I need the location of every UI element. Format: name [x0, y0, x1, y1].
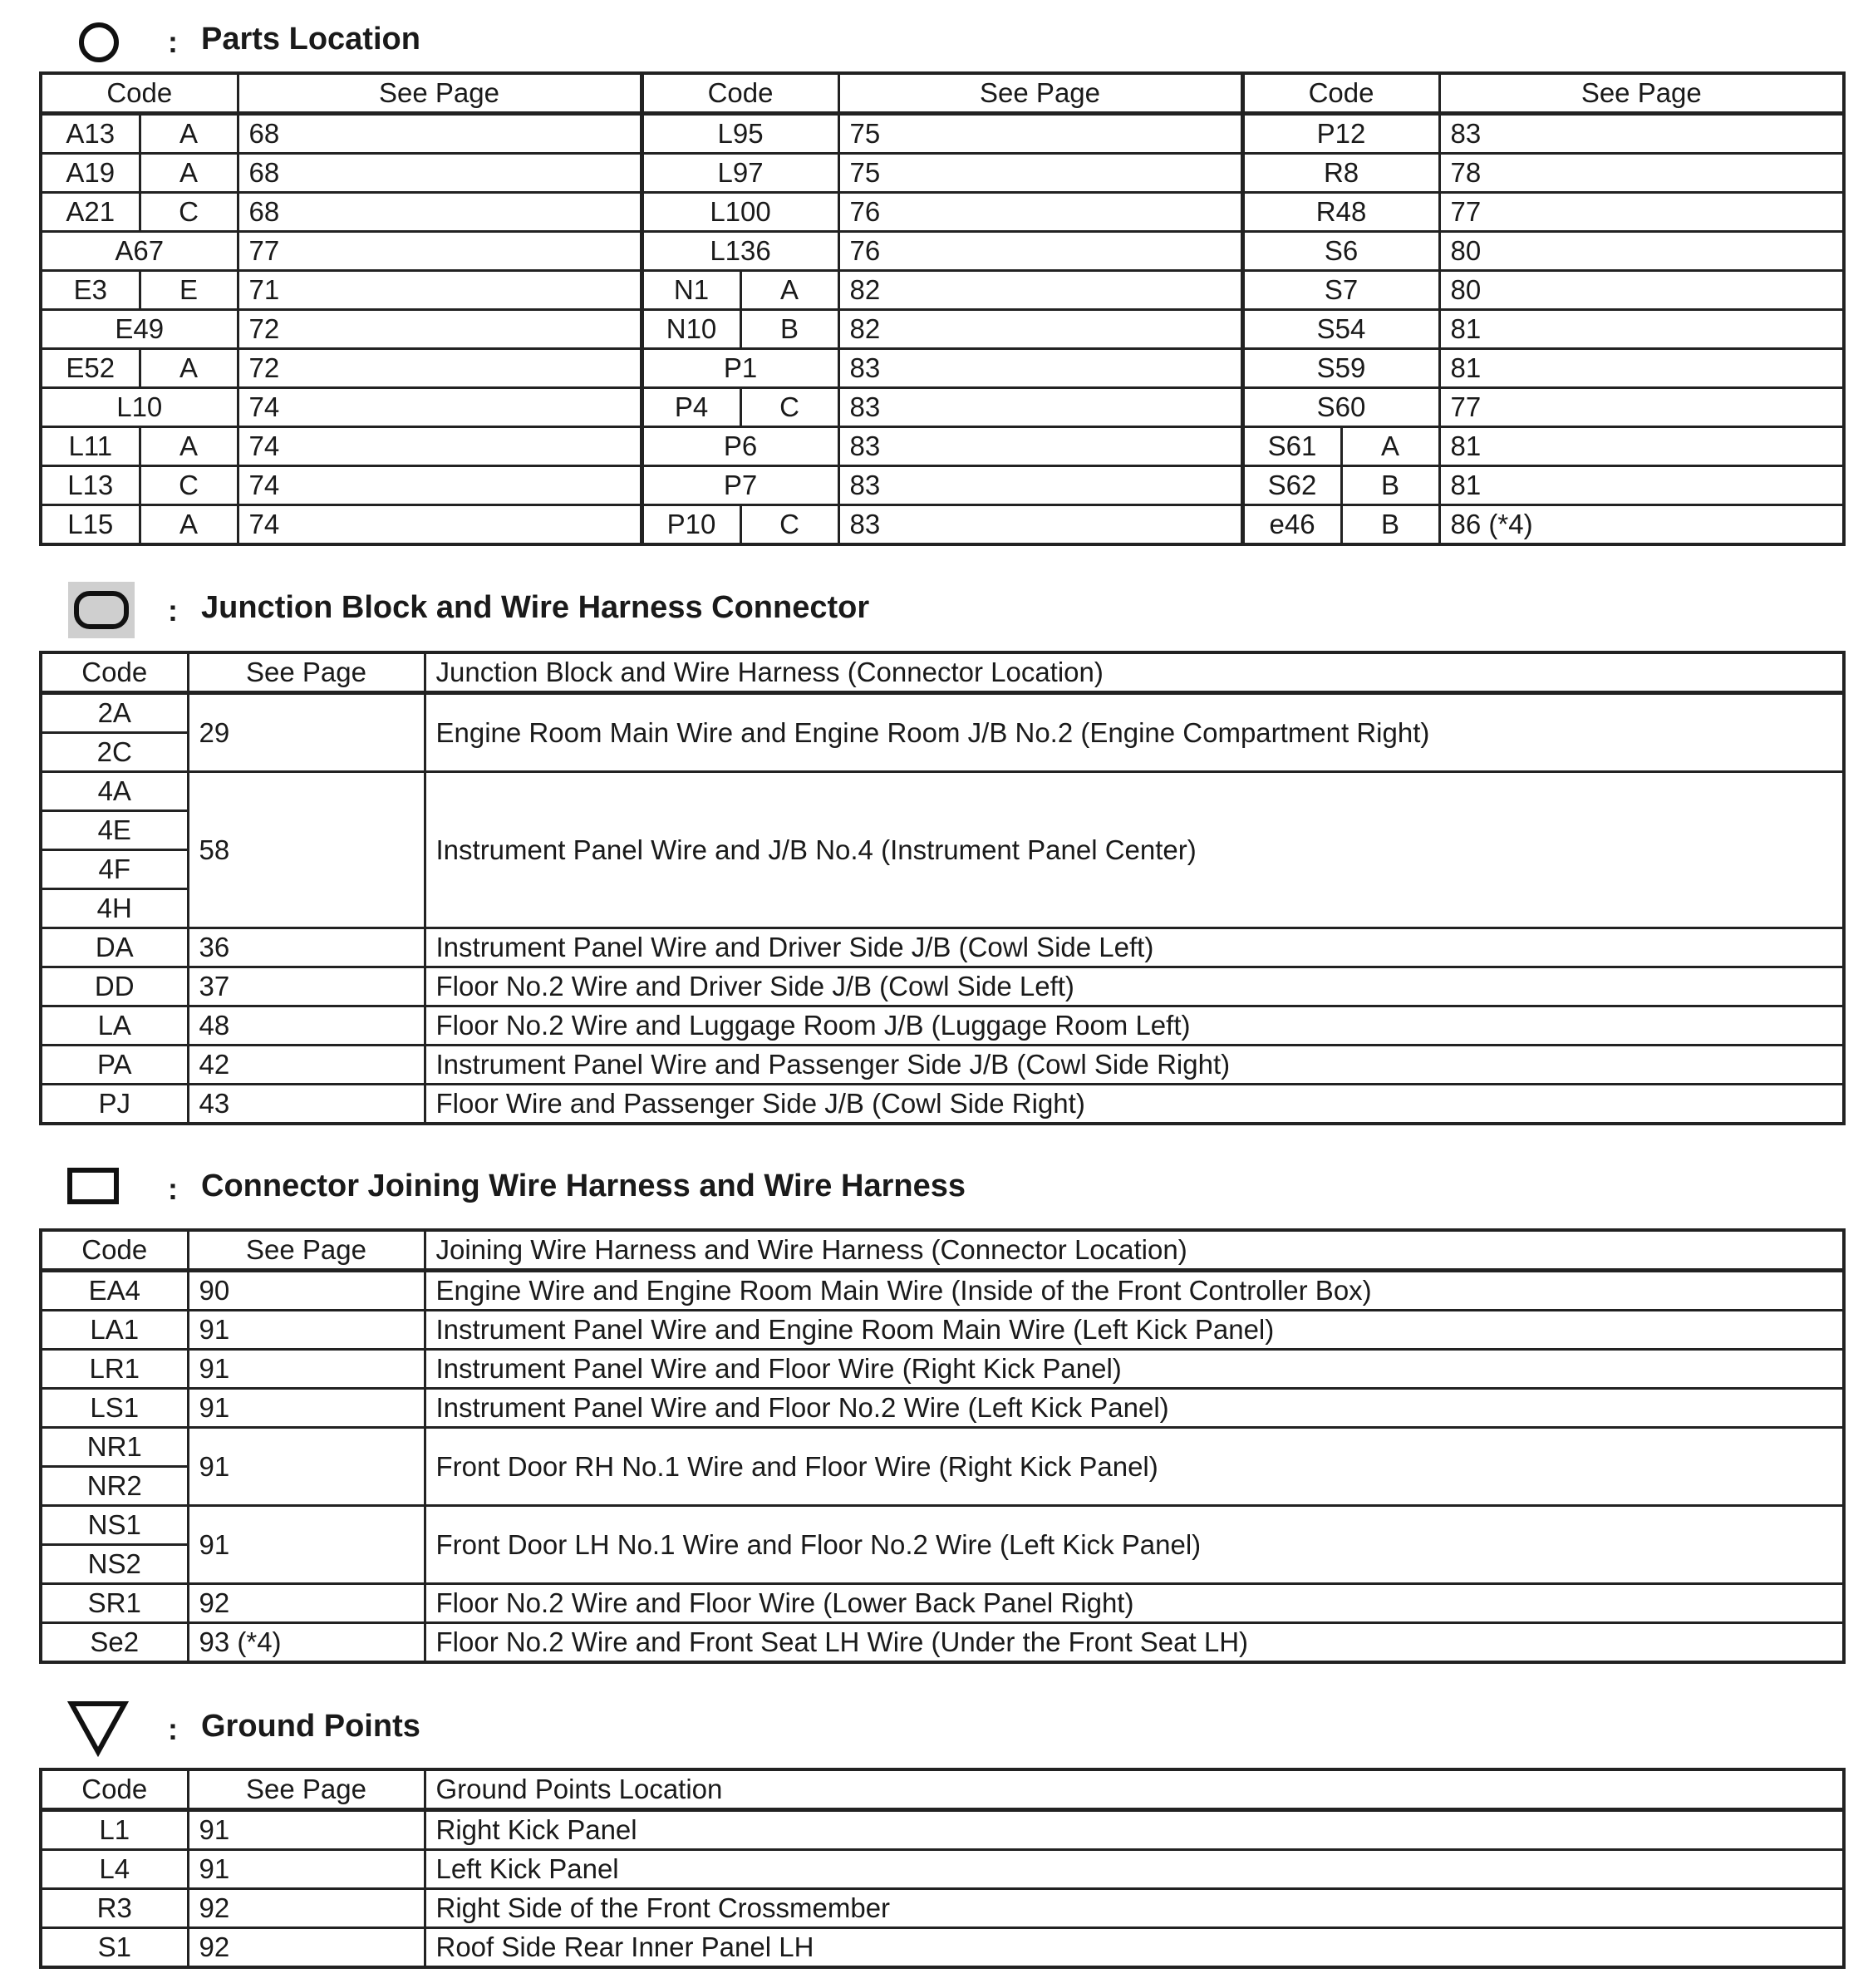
sub-code-cell: A	[140, 349, 238, 388]
code-cell: N10	[642, 310, 740, 349]
page-cell: 91	[188, 1506, 425, 1584]
page-cell: 82	[838, 310, 1242, 349]
page-cell: 83	[838, 505, 1242, 545]
code-header: Code	[1242, 73, 1439, 114]
see-page-header: See Page	[1439, 73, 1844, 114]
see-page-header: See Page	[838, 73, 1242, 114]
table-row	[41, 1506, 1844, 1545]
description-cell: Floor No.2 Wire and Luggage Room J/B (Luggage Room Left)	[425, 1006, 1844, 1046]
heading-colon: :	[168, 1172, 178, 1206]
page-cell: 81	[1439, 349, 1844, 388]
code-cell: S6	[1242, 232, 1439, 271]
parts-location-table	[39, 71, 1846, 546]
code-cell: 2A	[41, 693, 188, 733]
description-cell: Floor No.2 Wire and Driver Side J/B (Cowl Side Left)	[425, 967, 1844, 1006]
code-cell: R48	[1242, 193, 1439, 232]
code-cell: S7	[1242, 271, 1439, 310]
code-cell: L4	[41, 1850, 188, 1889]
table-row	[41, 466, 1844, 505]
see-page-header: See Page	[188, 1769, 425, 1810]
table-row	[41, 1428, 1844, 1467]
table-row	[41, 1623, 1844, 1663]
code-cell: P12	[1242, 114, 1439, 154]
code-cell: 4F	[41, 850, 188, 889]
page-cell: 81	[1439, 310, 1844, 349]
code-cell: A13	[41, 114, 140, 154]
page-cell: 86 (*4)	[1439, 505, 1844, 545]
description-cell: Right Side of the Front Crossmember	[425, 1889, 1844, 1928]
see-page-header: See Page	[238, 73, 642, 114]
code-cell: LR1	[41, 1350, 188, 1389]
code-header: Code	[41, 1769, 188, 1810]
code-cell: R8	[1242, 154, 1439, 193]
section-title: Ground Points	[201, 1709, 420, 1744]
code-cell: P10	[642, 505, 740, 545]
page-cell: 91	[188, 1350, 425, 1389]
table-row	[41, 114, 1844, 154]
table-row	[41, 1389, 1844, 1428]
code-cell: N1	[642, 271, 740, 310]
table-row	[41, 154, 1844, 193]
code-cell: NS2	[41, 1545, 188, 1584]
description-cell: Right Kick Panel	[425, 1810, 1844, 1850]
code-cell: LA1	[41, 1311, 188, 1350]
code-cell: S60	[1242, 388, 1439, 427]
code-cell: L1	[41, 1810, 188, 1850]
code-cell: L136	[642, 232, 838, 271]
code-cell: Se2	[41, 1623, 188, 1663]
code-cell: LS1	[41, 1389, 188, 1428]
page-cell: 91	[188, 1389, 425, 1428]
code-cell: EA4	[41, 1271, 188, 1311]
sub-code-cell: A	[140, 154, 238, 193]
table-row	[41, 693, 1844, 733]
code-header: Code	[642, 73, 838, 114]
code-cell: E52	[41, 349, 140, 388]
code-cell: L15	[41, 505, 140, 545]
ground-points-table	[39, 1768, 1846, 1969]
table-row	[41, 1850, 1844, 1889]
table-row	[41, 967, 1844, 1006]
code-cell: S61	[1242, 427, 1341, 466]
code-cell: 4H	[41, 889, 188, 928]
table-row	[41, 349, 1844, 388]
code-cell: SR1	[41, 1584, 188, 1623]
page-cell: 74	[238, 427, 642, 466]
page-cell: 91	[188, 1428, 425, 1506]
description-cell: Instrument Panel Wire and Floor Wire (Right Kick Panel)	[425, 1350, 1844, 1389]
code-cell: 4A	[41, 772, 188, 811]
code-cell: 2C	[41, 733, 188, 772]
description-cell: Floor No.2 Wire and Front Seat LH Wire (Under the Front Seat LH)	[425, 1623, 1844, 1663]
page-cell: 75	[838, 114, 1242, 154]
page-cell: 78	[1439, 154, 1844, 193]
page-cell: 75	[838, 154, 1242, 193]
description-cell: Roof Side Rear Inner Panel LH	[425, 1928, 1844, 1968]
page-cell: 72	[238, 349, 642, 388]
description-cell: Instrument Panel Wire and Engine Room Main Wire (Left Kick Panel)	[425, 1311, 1844, 1350]
table-row	[41, 271, 1844, 310]
code-cell: E49	[41, 310, 238, 349]
page-cell: 71	[238, 271, 642, 310]
sub-code-cell: B	[1341, 505, 1439, 545]
page-cell: 29	[188, 693, 425, 772]
sub-code-cell: B	[740, 310, 838, 349]
page-cell: 77	[238, 232, 642, 271]
page-cell: 92	[188, 1889, 425, 1928]
page-cell: 83	[838, 349, 1242, 388]
sub-code-cell: A	[740, 271, 838, 310]
page-cell: 58	[188, 772, 425, 928]
rectangle-icon	[66, 1167, 121, 1207]
page-cell: 83	[1439, 114, 1844, 154]
see-page-header: See Page	[188, 652, 425, 693]
page-cell: 82	[838, 271, 1242, 310]
table-row	[41, 928, 1844, 967]
page-cell: 36	[188, 928, 425, 967]
sub-code-cell: A	[140, 114, 238, 154]
heading-colon: :	[168, 25, 178, 59]
junction-heading	[0, 582, 1873, 640]
table-row	[41, 1085, 1844, 1124]
sub-code-cell: C	[140, 193, 238, 232]
code-cell: S59	[1242, 349, 1439, 388]
sub-code-cell: A	[140, 505, 238, 545]
description-cell: Front Door LH No.1 Wire and Floor No.2 Wire (Left Kick Panel)	[425, 1506, 1844, 1584]
page-cell: 92	[188, 1584, 425, 1623]
code-cell: A21	[41, 193, 140, 232]
description-header: Ground Points Location	[425, 1769, 1844, 1810]
table-row	[41, 772, 1844, 811]
page-cell: 74	[238, 505, 642, 545]
code-cell: NR2	[41, 1467, 188, 1506]
page-cell: 91	[188, 1850, 425, 1889]
code-cell: L10	[41, 388, 238, 427]
code-cell: L13	[41, 466, 140, 505]
sub-code-cell: C	[140, 466, 238, 505]
description-cell: Instrument Panel Wire and Floor No.2 Wire (Left Kick Panel)	[425, 1389, 1844, 1428]
table-row	[41, 1271, 1844, 1311]
table-row	[41, 232, 1844, 271]
code-cell: NR1	[41, 1428, 188, 1467]
sub-code-cell: A	[140, 427, 238, 466]
page-cell: 77	[1439, 193, 1844, 232]
description-cell: Engine Wire and Engine Room Main Wire (Inside of the Front Controller Box)	[425, 1271, 1844, 1311]
heading-colon: :	[168, 593, 178, 627]
page-cell: 80	[1439, 232, 1844, 271]
page-cell: 68	[238, 193, 642, 232]
page-cell: 68	[238, 154, 642, 193]
page-cell: 93 (*4)	[188, 1623, 425, 1663]
code-cell: L11	[41, 427, 140, 466]
table-row	[41, 310, 1844, 349]
description-cell: Left Kick Panel	[425, 1850, 1844, 1889]
section-title: Junction Block and Wire Harness Connector	[201, 590, 870, 625]
see-page-header: See Page	[188, 1230, 425, 1271]
triangle-down-icon	[66, 1699, 130, 1757]
page-cell: 83	[838, 427, 1242, 466]
code-cell: P4	[642, 388, 740, 427]
description-cell: Floor No.2 Wire and Floor Wire (Lower Back Panel Right)	[425, 1584, 1844, 1623]
page-cell: 37	[188, 967, 425, 1006]
code-cell: e46	[1242, 505, 1341, 545]
junction-block-table	[39, 651, 1846, 1125]
code-cell: S62	[1242, 466, 1341, 505]
header-row	[41, 73, 1844, 114]
description-cell: Front Door RH No.1 Wire and Floor Wire (Right Kick Panel)	[425, 1428, 1844, 1506]
code-cell: L100	[642, 193, 838, 232]
description-cell: Instrument Panel Wire and Driver Side J/B (Cowl Side Left)	[425, 928, 1844, 967]
code-cell: LA	[41, 1006, 188, 1046]
page-cell: 48	[188, 1006, 425, 1046]
table-row	[41, 427, 1844, 466]
sub-code-cell: E	[140, 271, 238, 310]
section-title: Parts Location	[201, 22, 420, 57]
table-row	[41, 1311, 1844, 1350]
code-cell: A67	[41, 232, 238, 271]
code-cell: 4E	[41, 811, 188, 850]
page-cell: 90	[188, 1271, 425, 1311]
ground-heading	[0, 1699, 1873, 1757]
page-cell: 68	[238, 114, 642, 154]
code-cell: DA	[41, 928, 188, 967]
rounded-rect-icon	[73, 590, 130, 630]
sub-code-cell: C	[740, 388, 838, 427]
code-header: Code	[41, 73, 238, 114]
code-cell: R3	[41, 1889, 188, 1928]
page-cell: 80	[1439, 271, 1844, 310]
code-cell: E3	[41, 271, 140, 310]
circle-icon	[76, 20, 121, 65]
table-row	[41, 1584, 1844, 1623]
code-cell: A19	[41, 154, 140, 193]
page-cell: 74	[238, 466, 642, 505]
page-cell: 81	[1439, 466, 1844, 505]
code-cell: S54	[1242, 310, 1439, 349]
page-cell: 83	[838, 466, 1242, 505]
code-cell: P6	[642, 427, 838, 466]
page-cell: 83	[838, 388, 1242, 427]
table-row	[41, 1006, 1844, 1046]
description-cell: Instrument Panel Wire and J/B No.4 (Instrument Panel Center)	[425, 772, 1844, 928]
heading-colon: :	[168, 1712, 178, 1746]
table-row	[41, 1889, 1844, 1928]
page-cell: 91	[188, 1311, 425, 1350]
description-cell: Floor Wire and Passenger Side J/B (Cowl Side Right)	[425, 1085, 1844, 1124]
parts-location-heading	[0, 15, 1873, 73]
page-cell: 81	[1439, 427, 1844, 466]
code-cell: DD	[41, 967, 188, 1006]
table-row	[41, 1350, 1844, 1389]
description-header: Junction Block and Wire Harness (Connector Location)	[425, 652, 1844, 693]
section-title: Connector Joining Wire Harness and Wire Harness	[201, 1169, 966, 1203]
code-cell: PA	[41, 1046, 188, 1085]
description-cell: Instrument Panel Wire and Passenger Side J/B (Cowl Side Right)	[425, 1046, 1844, 1085]
page-cell: 42	[188, 1046, 425, 1085]
sub-code-cell: C	[740, 505, 838, 545]
code-header: Code	[41, 652, 188, 693]
table-row	[41, 193, 1844, 232]
sub-code-cell: B	[1341, 466, 1439, 505]
table-row	[41, 505, 1844, 545]
page-cell: 92	[188, 1928, 425, 1968]
code-cell: NS1	[41, 1506, 188, 1545]
table-row	[41, 388, 1844, 427]
description-cell: Engine Room Main Wire and Engine Room J/B No.2 (Engine Compartment Right)	[425, 693, 1844, 772]
page-cell: 72	[238, 310, 642, 349]
page-cell: 91	[188, 1810, 425, 1850]
code-cell: P7	[642, 466, 838, 505]
table-row	[41, 1810, 1844, 1850]
page-cell: 74	[238, 388, 642, 427]
code-cell: L95	[642, 114, 838, 154]
code-cell: P1	[642, 349, 838, 388]
joining-heading	[0, 1160, 1873, 1218]
page-cell: 43	[188, 1085, 425, 1124]
page-cell: 76	[838, 193, 1242, 232]
page-cell: 77	[1439, 388, 1844, 427]
code-header: Code	[41, 1230, 188, 1271]
code-cell: L97	[642, 154, 838, 193]
page-cell: 76	[838, 232, 1242, 271]
joining-connector-table	[39, 1228, 1846, 1664]
table-row	[41, 1928, 1844, 1968]
table-row	[41, 1046, 1844, 1085]
sub-code-cell: A	[1341, 427, 1439, 466]
code-cell: S1	[41, 1928, 188, 1968]
code-cell: PJ	[41, 1085, 188, 1124]
description-header: Joining Wire Harness and Wire Harness (Connector Location)	[425, 1230, 1844, 1271]
